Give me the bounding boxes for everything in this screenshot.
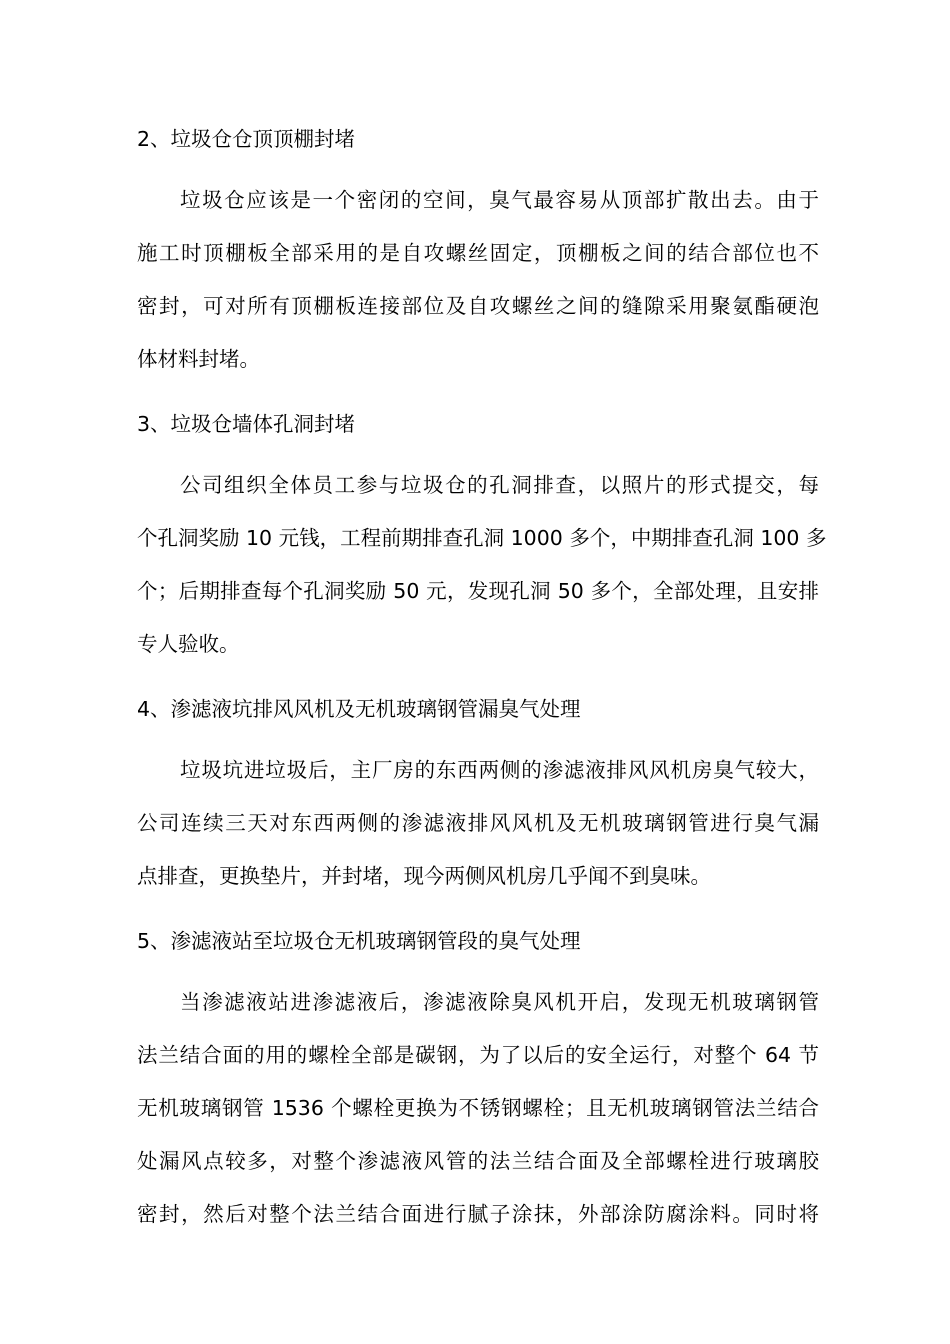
paragraph-line: 公司连续三天对东西两侧的渗滤液排风风机及无机玻璃钢管进行臭气漏: [137, 811, 819, 835]
section-heading-5: 5、渗滤液站至垃圾仓无机玻璃钢管段的臭气处理: [137, 929, 581, 953]
paragraph-line: 施工时顶棚板全部采用的是自攻螺丝固定，顶棚板之间的结合部位也不: [137, 241, 819, 265]
paragraph-line: 点排查，更换垫片，并封堵，现今两侧风机房几乎闻不到臭味。: [137, 864, 711, 888]
section-heading-3: 3、垃圾仓墙体孔洞封堵: [137, 412, 356, 436]
section-paragraph-5: [137, 976, 819, 1241]
paragraph-line: 密封，可对所有顶棚板连接部位及自攻螺丝之间的缝隙采用聚氨酯硬泡: [137, 294, 819, 318]
paragraph-line: 法兰结合面的用的螺栓全部是碳钢，为了以后的安全运行，对整个 64 节: [137, 1043, 819, 1067]
section-heading-4: 4、渗滤液坑排风风机及无机玻璃钢管漏臭气处理: [137, 697, 581, 721]
paragraph-line: 专人验收。: [137, 632, 240, 656]
section-paragraph-3: [137, 459, 827, 671]
paragraph-line: 当渗滤液站进渗滤液后，渗滤液除臭风机开启，发现无机玻璃钢管: [180, 990, 819, 1014]
paragraph-line: 密封，然后对整个法兰结合面进行腻子涂抹，外部涂防腐涂料。同时将: [137, 1202, 819, 1226]
paragraph-line: 体材料封堵。: [137, 347, 260, 371]
paragraph-line: 处漏风点较多，对整个渗滤液风管的法兰结合面及全部螺栓进行玻璃胶: [137, 1149, 819, 1173]
paragraph-line: 个；后期排查每个孔洞奖励 50 元，发现孔洞 50 多个，全部处理，且安排: [137, 579, 819, 603]
paragraph-line: 个孔洞奖励 10 元钱，工程前期排查孔洞 1000 多个，中期排查孔洞 100 多: [137, 526, 827, 550]
paragraph-line: 垃圾坑进垃圾后，主厂房的东西两侧的渗滤液排风风机房臭气较大，: [180, 758, 819, 782]
paragraph-line: 无机玻璃钢管 1536 个螺栓更换为不锈钢螺栓；且无机玻璃钢管法兰结合: [137, 1096, 819, 1120]
section-heading-2: 2、垃圾仓仓顶顶棚封堵: [137, 127, 356, 151]
section-paragraph-2: [137, 174, 819, 386]
document-page: [137, 118, 827, 1241]
section-paragraph-4: [137, 744, 819, 903]
paragraph-line: 垃圾仓应该是一个密闭的空间，臭气最容易从顶部扩散出去。由于: [180, 188, 819, 212]
paragraph-line: 公司组织全体员工参与垃圾仓的孔洞排查，以照片的形式提交，每: [180, 473, 819, 497]
